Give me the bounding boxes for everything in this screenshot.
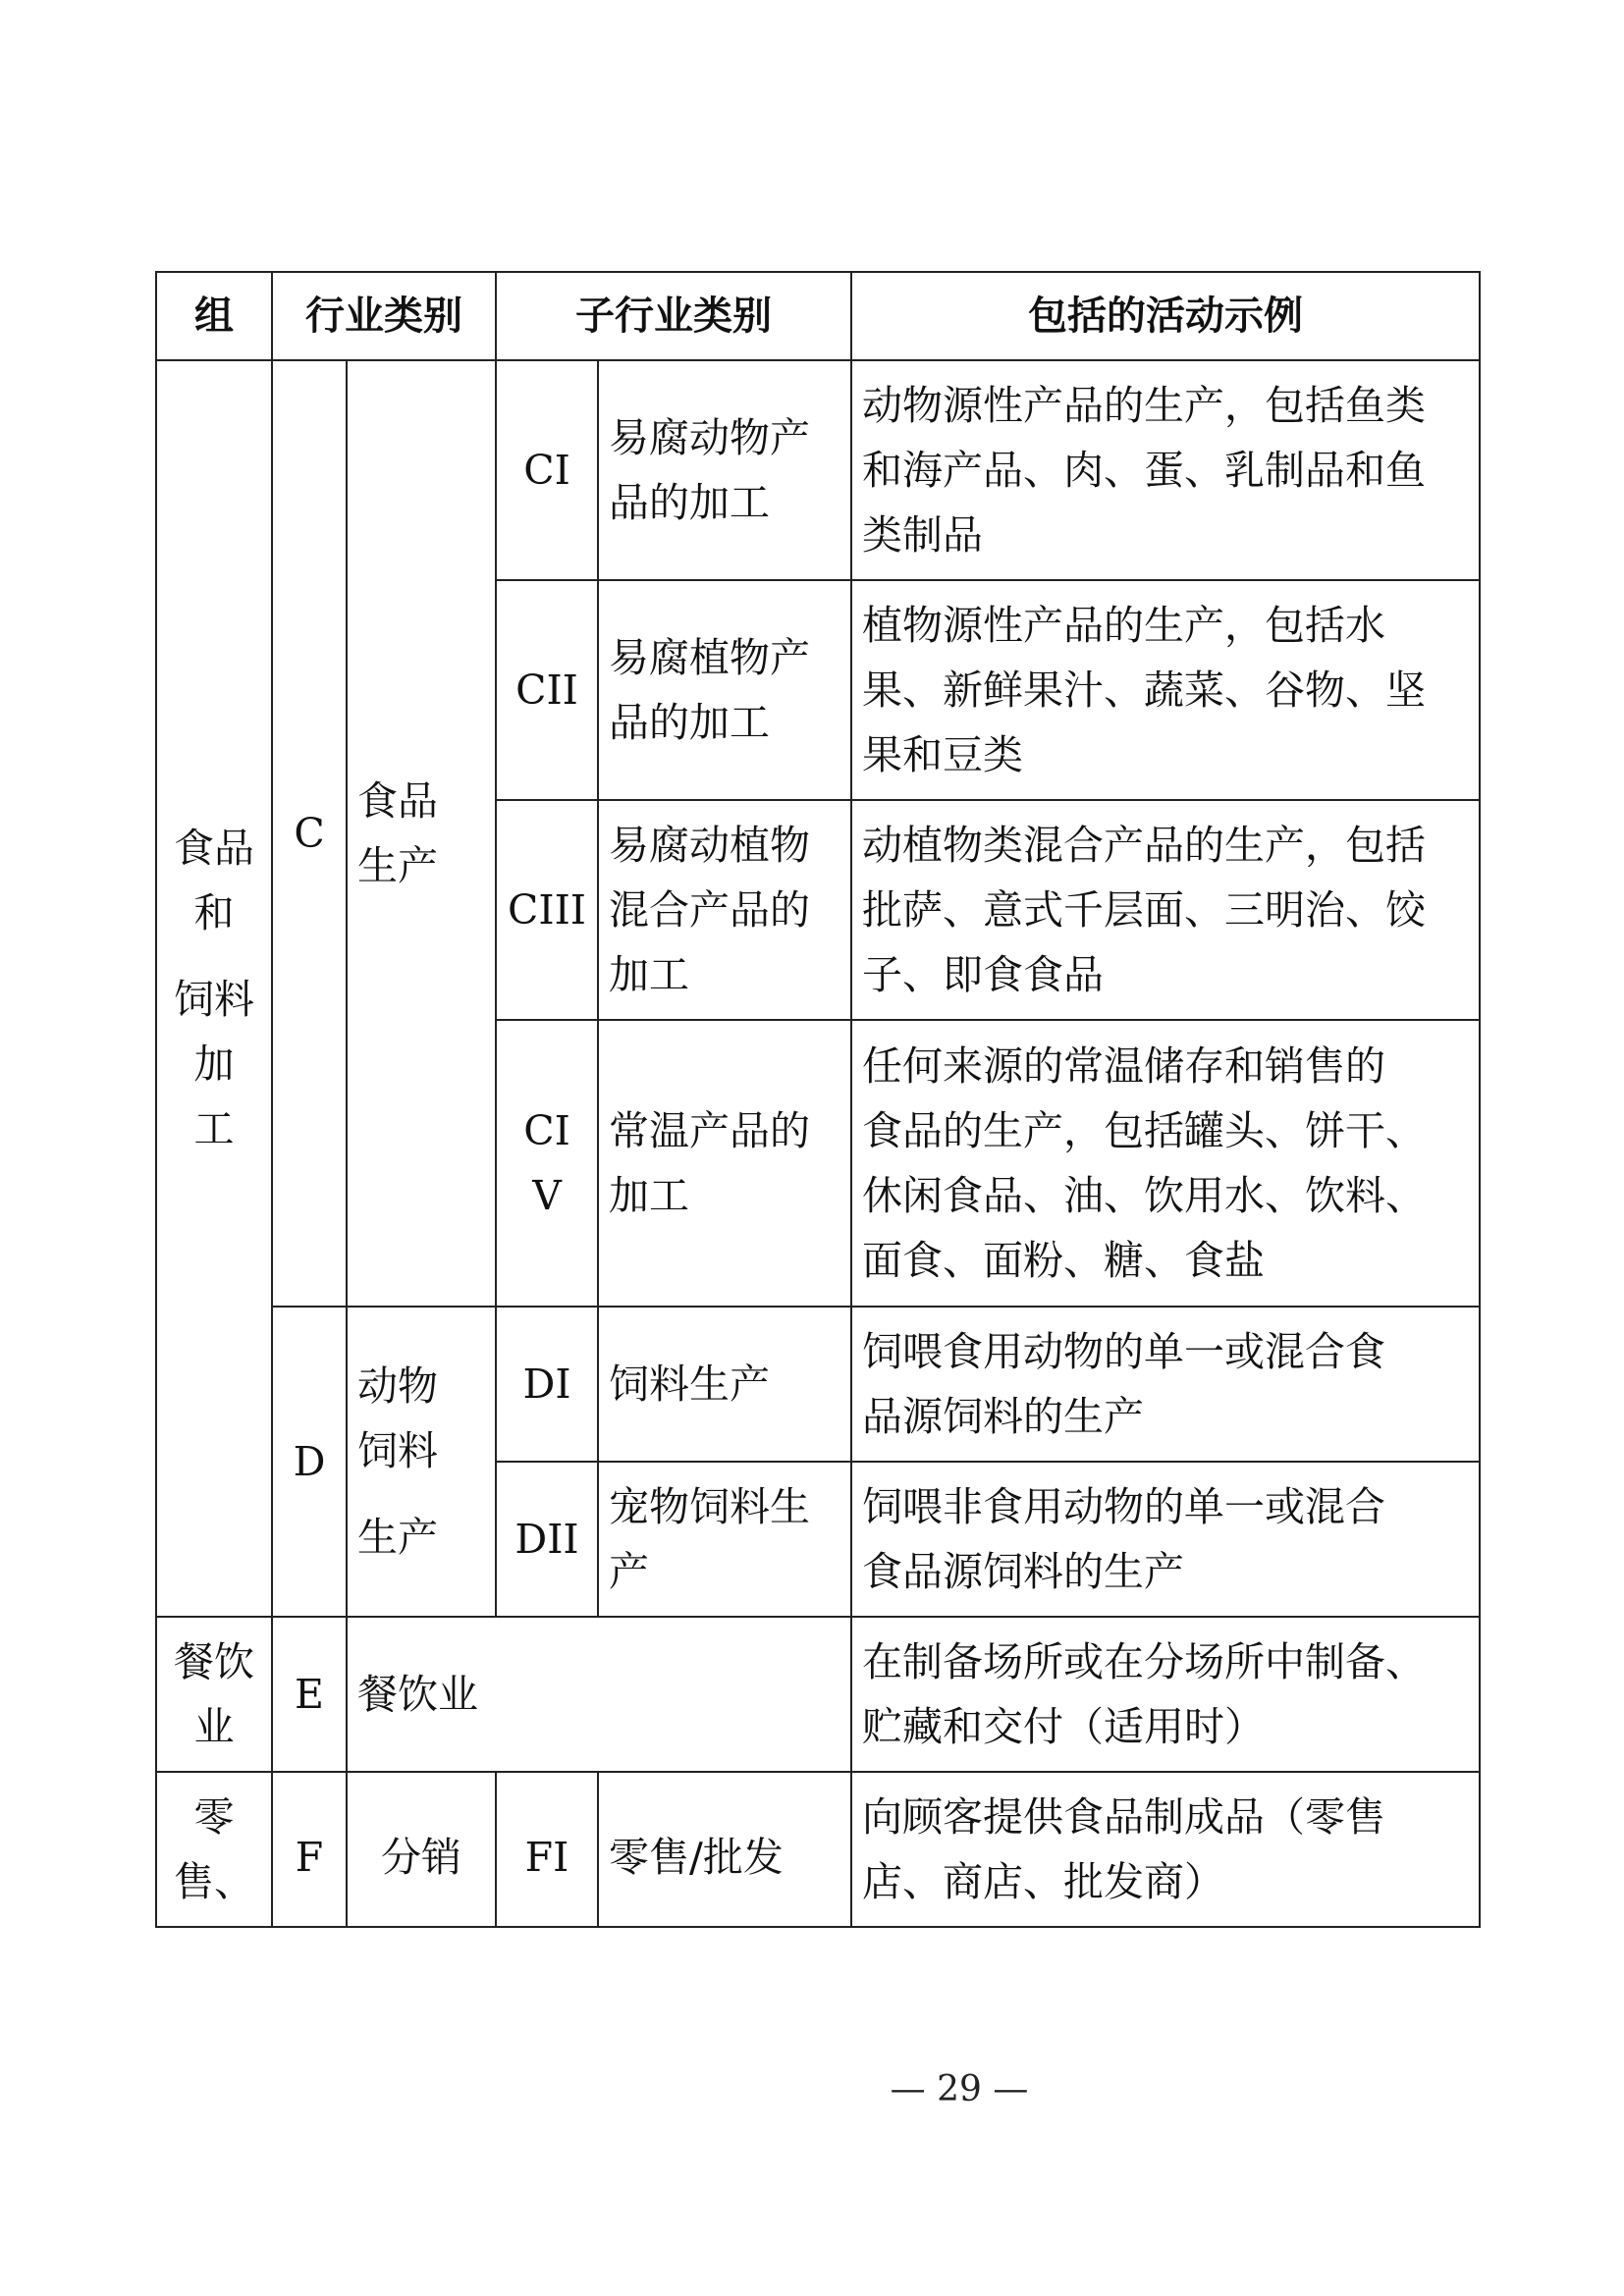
category-name-animal-feed-production: 动物 饲料 生产 bbox=[347, 1307, 496, 1617]
category-code-d: D bbox=[272, 1307, 347, 1617]
table-row bbox=[156, 360, 1480, 580]
category-name-food-production: 食品 生产 bbox=[347, 360, 496, 1307]
page-number: — 29 — bbox=[890, 2069, 1029, 2109]
category-code-f: F bbox=[272, 1772, 347, 1927]
subcategory-name: 常温产品的 加工 bbox=[598, 1020, 851, 1307]
header-subcategory: 子行业类别 bbox=[496, 272, 851, 360]
category-code-c: C bbox=[272, 360, 347, 1307]
subcategory-name: 易腐植物产 品的加工 bbox=[598, 580, 851, 800]
table-row bbox=[156, 1617, 1480, 1772]
industry-classification-table bbox=[155, 271, 1481, 1928]
header-category: 行业类别 bbox=[272, 272, 496, 360]
header-group: 组 bbox=[156, 272, 272, 360]
subcategory-code: CI bbox=[496, 360, 598, 580]
subcategory-name: 易腐动植物 混合产品的 加工 bbox=[598, 800, 851, 1020]
activity-examples: 动物源性产品的生产，包括鱼类 和海产品、肉、蛋、乳制品和鱼 类制品 bbox=[851, 360, 1480, 580]
subcategory-name: 宠物饲料生 产 bbox=[598, 1462, 851, 1617]
activity-examples: 在制备场所或在分场所中制备、 贮藏和交付（适用时） bbox=[851, 1617, 1480, 1772]
activity-examples: 饲喂非食用动物的单一或混合 食品源饲料的生产 bbox=[851, 1462, 1480, 1617]
header-examples: 包括的活动示例 bbox=[851, 272, 1480, 360]
activity-examples: 植物源性产品的生产，包括水 果、新鲜果汁、蔬菜、谷物、坚 果和豆类 bbox=[851, 580, 1480, 800]
subcategory-code: DII bbox=[496, 1462, 598, 1617]
subcategory-code: FI bbox=[496, 1772, 598, 1927]
subcategory-name: 饲料生产 bbox=[598, 1307, 851, 1462]
group-retail: 零 售、 bbox=[156, 1772, 272, 1927]
group-catering: 餐饮 业 bbox=[156, 1617, 272, 1772]
category-name-distribution: 分销 bbox=[347, 1772, 496, 1927]
table-row bbox=[156, 1772, 1480, 1927]
activity-examples: 饲喂食用动物的单一或混合食 品源饲料的生产 bbox=[851, 1307, 1480, 1462]
subcategory-code: CIII bbox=[496, 800, 598, 1020]
subcategory-name: 易腐动物产 品的加工 bbox=[598, 360, 851, 580]
group-food-feed-processing: 食品 和 饲料 加 工 bbox=[156, 360, 272, 1617]
subcategory-code: DI bbox=[496, 1307, 598, 1462]
table-row bbox=[156, 1307, 1480, 1462]
subcategory-code: CII bbox=[496, 580, 598, 800]
subcategory-name: 零售/批发 bbox=[598, 1772, 851, 1927]
subcategory-code: CI V bbox=[496, 1020, 598, 1307]
table-header-row bbox=[156, 272, 1480, 360]
activity-examples: 任何来源的常温储存和销售的 食品的生产，包括罐头、饼干、 休闲食品、油、饮用水、饮料、 面食、面粉、糖、食盐 bbox=[851, 1020, 1480, 1307]
category-name-catering: 餐饮业 bbox=[347, 1617, 851, 1772]
activity-examples: 动植物类混合产品的生产，包括 批萨、意式千层面、三明治、饺 子、即食食品 bbox=[851, 800, 1480, 1020]
category-code-e: E bbox=[272, 1617, 347, 1772]
activity-examples: 向顾客提供食品制成品（零售 店、商店、批发商） bbox=[851, 1772, 1480, 1927]
